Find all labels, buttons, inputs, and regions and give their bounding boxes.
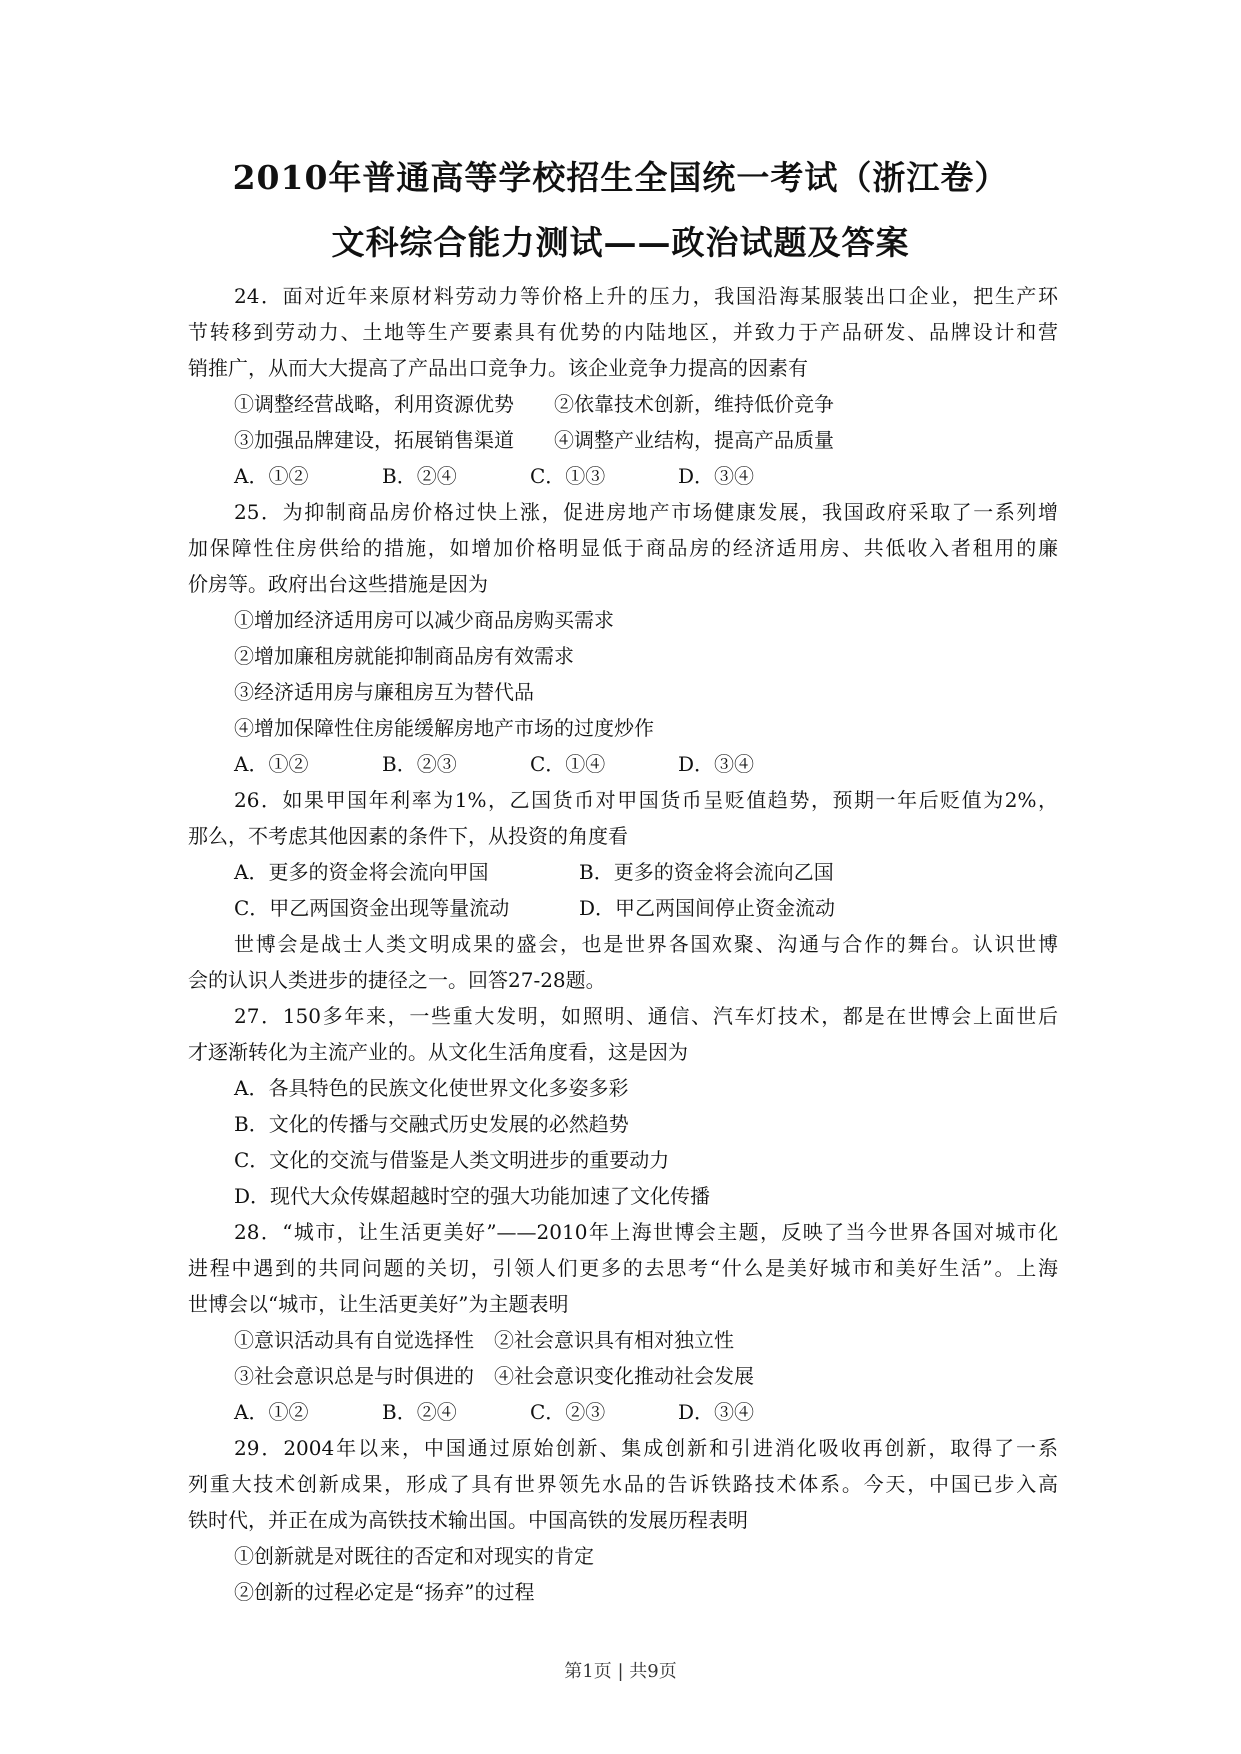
option-b: B．②④ [382,464,457,488]
question-item: ②增加廉租房就能抑制商品房有效需求 [234,644,574,668]
question-stem-line: 销推广，从而大大提高了产品出口竞争力。该企业竞争力提高的因素有 [188,356,808,380]
question-item: ①调整经营战略，利用资源优势 ②依靠技术创新，维持低价竞争 [234,392,834,416]
question-26 [188,782,1058,926]
option-a: A．①② [234,464,309,488]
question-stem-line: 29．2004年以来，中国通过原始创新、集成创新和引进消化吸收再创新，取得了一系 [234,1436,1058,1460]
question-stem-line: 加保障性住房供给的措施，如增加价格明显低于商品房的经济适用房、共低收入者租用的廉 [188,536,1058,560]
option-b: B．更多的资金将会流向乙国 [579,860,834,884]
option-d: D．③④ [678,1400,755,1424]
question-stem-line: 那么，不考虑其他因素的条件下，从投资的角度看 [188,824,628,848]
option-a: A．①② [234,752,309,776]
question-item: ③社会意识总是与时俱进的 ④社会意识变化推动社会发展 [234,1364,754,1388]
option-a: A．更多的资金将会流向甲国 [234,860,489,884]
question-stem-line: 24．面对近年来原材料劳动力等价格上升的压力，我国沿海某服装出口企业，把生产环 [234,284,1058,308]
reading-material [188,926,1058,998]
exam-title: 2010年普通高等学校招生全国统一考试（浙江卷） [232,158,1009,197]
question-item: ①意识活动具有自觉选择性 ②社会意识具有相对独立性 [234,1328,734,1352]
question-stem-line: 27．150多年来，一些重大发明，如照明、通信、汽车灯技术，都是在世博会上面世后 [234,1004,1058,1028]
answer-options [188,1394,1058,1430]
option-c: C．甲乙两国资金出现等量流动 [234,896,510,920]
question-item: ③经济适用房与廉租房互为替代品 [234,680,534,704]
question-stem-line: 列重大技术创新成果，形成了具有世界领先水品的告诉铁路技术体系。今天，中国已步入高 [188,1472,1058,1496]
option-c: C．①③ [530,464,606,488]
question-29 [188,1430,1058,1610]
page-footer: 第1页 | 共9页 [564,1661,677,1682]
option-d: D．甲乙两国间停止资金流动 [579,896,836,920]
question-27 [188,998,1058,1214]
question-stem-line: 进程中遇到的共同问题的关切，引领人们更多的去思考“什么是美好城市和美好生活”。上海 [188,1256,1058,1280]
exam-subtitle: 文科综合能力测试——政治试题及答案 [331,223,910,262]
question-item: ②创新的过程必定是“扬弃”的过程 [234,1580,535,1604]
question-stem-line: 28．“城市，让生活更美好”——2010年上海世博会主题，反映了当今世界各国对城市化 [234,1220,1058,1244]
option-a: A．①② [234,1400,309,1424]
question-stem-line: 才逐渐转化为主流产业的。从文化生活角度看，这是因为 [188,1040,688,1064]
option-b: B．文化的传播与交融式历史发展的必然趋势 [234,1112,629,1136]
question-25 [188,494,1058,782]
question-stem-line: 节转移到劳动力、土地等生产要素具有优势的内陆地区，并致力于产品研发、品牌设计和营 [188,320,1058,344]
question-item: ③加强品牌建设，拓展销售渠道 ④调整产业结构，提高产品质量 [234,428,834,452]
question-stem-line: 25．为抑制商品房价格过快上涨，促进房地产市场健康发展，我国政府采取了一系列增 [234,500,1058,524]
question-stem-line: 26．如果甲国年利率为1%，乙国货币对甲国货币呈贬值趋势，预期一年后贬值为2%， [234,788,1058,812]
option-d: D．③④ [678,464,755,488]
answer-options [188,890,1058,926]
option-c: C．①④ [530,752,606,776]
question-stem-line: 铁时代，并正在成为高铁技术输出国。中国高铁的发展历程表明 [188,1508,748,1532]
question-24 [188,278,1058,494]
option-b: B．②④ [382,1400,457,1424]
question-item: ①增加经济适用房可以减少商品房购买需求 [234,608,614,632]
material-line: 世博会是战士人类文明成果的盛会，也是世界各国欢聚、沟通与合作的舞台。认识世博 [234,932,1058,956]
option-b: B．②③ [382,752,457,776]
answer-options [188,854,1058,890]
exam-body [188,278,1058,1610]
answer-options [188,458,1058,494]
answer-options [188,746,1058,782]
question-item: ①创新就是对既往的否定和对现实的肯定 [234,1544,594,1568]
question-stem-line: 价房等。政府出台这些措施是因为 [188,572,488,596]
material-line: 会的认识人类进步的捷径之一。回答27-28题。 [188,968,606,992]
question-stem-line: 世博会以“城市，让生活更美好”为主题表明 [188,1292,569,1316]
option-d: D．③④ [678,752,755,776]
option-d: D．现代大众传媒超越时空的强大功能加速了文化传播 [234,1184,711,1208]
question-item: ④增加保障性住房能缓解房地产市场的过度炒作 [234,716,654,740]
option-c: C．文化的交流与借鉴是人类文明进步的重要动力 [234,1148,670,1172]
option-a: A．各具特色的民族文化使世界文化多姿多彩 [234,1076,629,1100]
option-c: C．②③ [530,1400,606,1424]
question-28 [188,1214,1058,1430]
